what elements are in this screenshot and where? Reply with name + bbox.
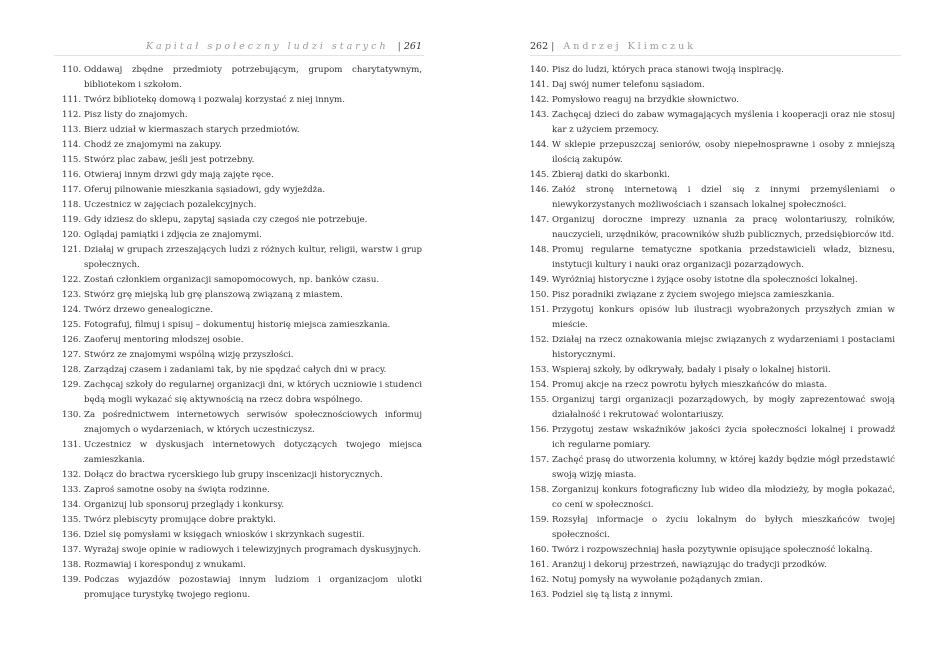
list-item-number: 149.	[530, 275, 550, 285]
list-item	[530, 273, 895, 288]
list-item-number: 138.	[62, 560, 82, 570]
list-item-text: Oferuj pilnowanie mieszkania sąsiadowi, gdy wyjeżdża.	[84, 185, 326, 195]
list-item-text: Wyrażaj swoje opinie w radiowych i telewizyjnych programach dyskusyjnych.	[84, 545, 422, 555]
list-item-number: 133.	[62, 485, 82, 495]
list-item	[530, 333, 895, 363]
list-item-number: 118.	[62, 200, 82, 210]
list-item-number: 125.	[62, 320, 82, 330]
list-item	[62, 93, 422, 108]
list-item-text: Organizuj targi organizacji pozarządowych, by mogły zaprezentować swoją działalność i rekrutować wolontariuszy.	[552, 395, 895, 420]
list-item	[62, 333, 422, 348]
list-item-text: Zaproś samotne osoby na święta rodzinne.	[84, 485, 270, 495]
list-item-text: Zachęcaj dzieci do zabaw wymagających myślenia i kooperacji oraz nie stosuj kar z użyciem przemocy.	[552, 110, 895, 135]
list-item-number: 161.	[530, 560, 550, 570]
list-item-number: 140.	[530, 65, 550, 75]
list-item	[530, 108, 895, 138]
list-item	[62, 483, 422, 498]
list-item-text: Pomysłowo reaguj na brzydkie słownictwo.	[552, 95, 740, 105]
list-item-text: Zorganizuj konkurs fotograficzny lub wideo dla młodzieży, by mogła pokazać, co ceni w społeczności.	[552, 485, 895, 510]
list-item-number: 124.	[62, 305, 82, 315]
list-item-number: 114.	[62, 140, 82, 150]
list-item	[62, 198, 422, 213]
list-item	[62, 438, 422, 468]
list-item-number: 159.	[530, 515, 550, 525]
list-item-text: Bierz udział w kiermaszach starych przedmiotów.	[84, 125, 300, 135]
list-item-number: 132.	[62, 470, 82, 480]
left-running-header	[146, 41, 422, 52]
list-item-number: 141.	[530, 80, 550, 90]
list-item-number: 146.	[530, 185, 550, 195]
right-header-rule	[530, 55, 901, 56]
list-item-text: Podczas wyjazdów pozostawiaj innym ludziom i organizacjom ulotki promujące turystykę twojego regionu.	[84, 575, 422, 600]
list-item-number: 110.	[62, 65, 82, 75]
list-item-number: 151.	[530, 305, 550, 315]
list-item-number: 144.	[530, 140, 550, 150]
list-item	[62, 498, 422, 513]
list-item-text: Rozsyłaj informacje o życiu lokalnym do byłych mieszkańców twojej społeczności.	[552, 515, 895, 540]
list-item-text: Dziel się pomysłami w księgach wniosków i skrzynkach sugestii.	[84, 530, 365, 540]
list-item-number: 131.	[62, 440, 82, 450]
list-item-text: Wyróżniaj historyczne i żyjące osoby istotne dla społeczności lokalnej.	[552, 275, 858, 285]
list-item	[62, 528, 422, 543]
list-item	[62, 288, 422, 303]
list-item-number: 153.	[530, 365, 550, 375]
list-item	[530, 243, 895, 273]
list-item	[62, 228, 422, 243]
list-item	[530, 303, 895, 333]
list-item-number: 116.	[62, 170, 82, 180]
left-header-rule	[54, 55, 424, 56]
list-item-text: Twórz plebiscyty promujące dobre praktyki.	[84, 515, 276, 525]
list-item-number: 117.	[62, 185, 82, 195]
list-item-text: Twórz bibliotekę domową i pozwalaj korzystać z niej innym.	[84, 95, 345, 105]
list-item-text: Gdy idziesz do sklepu, zapytaj sąsiada czy czegoś nie potrzebuje.	[84, 215, 368, 225]
list-item	[62, 348, 422, 363]
list-item	[62, 543, 422, 558]
list-item	[62, 573, 422, 603]
list-item-text: Rozmawiaj i koresponduj z wnukami.	[84, 560, 246, 570]
list-item-text: Promuj akcje na rzecz powrotu byłych mieszkańców do miasta.	[552, 380, 828, 390]
list-item	[530, 63, 895, 78]
list-item-number: 147.	[530, 215, 550, 225]
list-item-text: Uczestnicz w zajęciach pozalekcyjnych.	[84, 200, 257, 210]
list-item-text: Oddawaj zbędne przedmioty potrzebującym, grupom charytatywnym, bibliotekom i szkołom.	[84, 65, 422, 90]
list-item-text: Zbieraj datki do skarbonki.	[552, 170, 670, 180]
list-item	[62, 558, 422, 573]
list-item-text: Przygotuj zestaw wskaźników jakości życia społeczności lokalnej i prowadź ich regularne pomiary.	[552, 425, 895, 450]
list-item-number: 122.	[62, 275, 82, 285]
list-item-text: Oglądaj pamiątki i zdjęcia ze znajomymi.	[84, 230, 262, 240]
list-item	[530, 213, 895, 243]
list-item	[62, 138, 422, 153]
list-item-text: Promuj regularne tematyczne spotkania przedstawicieli władz, biznesu, instytucji kultury i nauki oraz organizacji pozarządowych.	[552, 245, 895, 270]
list-item-text: Podziel się tą listą z innymi.	[552, 590, 674, 600]
list-item-number: 162.	[530, 575, 550, 585]
list-item	[62, 123, 422, 138]
list-item-number: 119.	[62, 215, 82, 225]
list-item-text: Stwórz ze znajomymi wspólną wizję przyszłości.	[84, 350, 294, 360]
list-item	[530, 483, 895, 513]
list-item-number: 130.	[62, 410, 82, 420]
list-item-text: Notuj pomysły na wywołanie pożądanych zmian.	[552, 575, 763, 585]
list-item-text: Stwórz grę miejską lub grę planszową związaną z miastem.	[84, 290, 343, 300]
list-item-number: 160.	[530, 545, 550, 555]
left-header-separator: |	[397, 41, 401, 52]
list-item-text: Otwieraj innym drzwi gdy mają zajęte ręce.	[84, 170, 274, 180]
left-header-title: Kapitał społeczny ludzi starych	[145, 41, 389, 52]
list-item-text: Organizuj doroczne imprezy uznania za pracę wolontariuszy, rolników, nauczycieli, urzędników, pracowników służb publicznych, przedsiębiorców itd.	[552, 215, 895, 240]
list-item-text: Załóż stronę internetową i dziel się z innymi przemyśleniami o niewykorzystanych możliwościach i szansach lokalnej społeczności.	[552, 185, 895, 210]
list-item-text: Zachęcaj szkoły do regularnej organizacji dni, w których uczniowie i studenci będą mogli wykazać się aktywnością na rzecz dobra wspólnego.	[84, 380, 423, 405]
list-item-number: 163.	[530, 590, 550, 600]
list-item	[530, 543, 895, 558]
list-item-number: 142.	[530, 95, 550, 105]
list-item	[530, 423, 895, 453]
list-item-text: Zarządzaj czasem i zadaniami tak, by nie spędzać całych dni w pracy.	[84, 365, 387, 375]
right-item-list	[530, 63, 895, 603]
list-item	[62, 303, 422, 318]
list-item-text: Dołącz do bractwa rycerskiego lub grupy inscenizacji historycznych.	[84, 470, 383, 480]
list-item-text: Zachęć prasę do utworzenia kolumny, w której każdy będzie mógł przedstawić swoją wizję miasta.	[552, 455, 895, 480]
list-item	[62, 168, 422, 183]
list-item-number: 123.	[62, 290, 82, 300]
list-item-number: 155.	[530, 395, 550, 405]
left-item-list	[62, 63, 422, 603]
left-page-number: 261	[403, 41, 422, 52]
list-item	[530, 513, 895, 543]
list-item-number: 152.	[530, 335, 550, 345]
list-item-number: 145.	[530, 170, 550, 180]
list-item	[530, 558, 895, 573]
list-item-text: Twórz i rozpowszechniaj hasła pozytywnie opisujące społeczność lokalną.	[552, 545, 873, 555]
list-item-text: Pisz do ludzi, których praca stanowi twoją inspirację.	[552, 65, 784, 75]
list-item-number: 134.	[62, 500, 82, 510]
list-item	[62, 243, 422, 273]
list-item-text: Organizuj lub sponsoruj przeglądy i konkursy.	[84, 500, 285, 510]
list-item	[62, 363, 422, 378]
list-item-text: Daj swój numer telefonu sąsiadom.	[552, 80, 705, 90]
right-header-separator: |	[551, 41, 555, 52]
list-item-number: 127.	[62, 350, 82, 360]
list-item-text: Zaoferuj mentoring młodszej osobie.	[84, 335, 244, 345]
list-item-number: 143.	[530, 110, 550, 120]
list-item	[62, 63, 422, 93]
list-item-number: 158.	[530, 485, 550, 495]
list-item-text: Pisz listy do znajomych.	[84, 110, 188, 120]
list-item-text: Fotografuj, filmuj i spisuj – dokumentuj historię miejsca zamieszkania.	[84, 320, 391, 330]
list-item-text: W sklepie przepuszczaj seniorów, osoby niepełnosprawne i osoby z mniejszą ilością zakupów.	[552, 140, 895, 165]
list-item	[530, 183, 895, 213]
list-item-text: Działaj w grupach zrzeszających ludzi z różnych kultur, religii, warstw i grup społecznych.	[84, 245, 422, 270]
list-item-text: Wspieraj szkoły, by odkrywały, badały i pisały o lokalnej historii.	[552, 365, 831, 375]
list-item	[530, 573, 895, 588]
list-item	[530, 138, 895, 168]
list-item-text: Stwórz plac zabaw, jeśli jest potrzebny.	[84, 155, 255, 165]
list-item-text: Uczestnicz w dyskusjach internetowych dotyczących twojego miejsca zamieszkania.	[84, 440, 422, 465]
list-item	[530, 393, 895, 423]
list-item-text: Chodź ze znajomymi na zakupy.	[84, 140, 222, 150]
list-item	[62, 378, 422, 408]
list-item	[530, 453, 895, 483]
list-item-number: 150.	[530, 290, 550, 300]
list-item-number: 121.	[62, 245, 82, 255]
list-item-number: 129.	[62, 380, 82, 390]
list-item	[530, 93, 895, 108]
list-item-number: 154.	[530, 380, 550, 390]
list-item	[62, 513, 422, 528]
list-item-text: Zostań członkiem organizacji samopomocowych, np. banków czasu.	[84, 275, 380, 285]
list-item-number: 120.	[62, 230, 82, 240]
right-page-number: 262	[530, 41, 549, 52]
list-item	[530, 363, 895, 378]
list-item-number: 135.	[62, 515, 82, 525]
list-item-text: Pisz poradniki związane z życiem swojego miejsca zamieszkania.	[552, 290, 835, 300]
list-item-number: 128.	[62, 365, 82, 375]
list-item-number: 126.	[62, 335, 82, 345]
list-item	[62, 273, 422, 288]
list-item-text: Twórz drzewo genealogiczne.	[84, 305, 214, 315]
list-item-number: 115.	[62, 155, 82, 165]
list-item-number: 137.	[62, 545, 82, 555]
list-item	[62, 408, 422, 438]
list-item-text: Przygotuj konkurs opisów lub ilustracji wyobrażonych przyszłych zmian w mieście.	[552, 305, 895, 330]
list-item-number: 113.	[62, 125, 82, 135]
list-item-number: 139.	[62, 575, 82, 585]
list-item	[530, 168, 895, 183]
list-item-text: Aranżuj i dekoruj przestrzeń, nawiązując do tradycji przodków.	[552, 560, 827, 570]
list-item-text: Za pośrednictwem internetowych serwisów społecznościowych informuj znajomych o wydarzeniach, w których uczestniczysz.	[84, 410, 422, 435]
list-item	[62, 183, 422, 198]
list-item	[62, 318, 422, 333]
list-item	[62, 108, 422, 123]
list-item	[530, 378, 895, 393]
list-item	[62, 468, 422, 483]
list-item-number: 136.	[62, 530, 82, 540]
right-header-author: Andrzej Klimczuk	[563, 41, 696, 52]
list-item-text: Działaj na rzecz oznakowania miejsc związanych z wydarzeniami i postaciami historycznymi.	[552, 335, 895, 360]
list-item	[530, 588, 895, 603]
list-item	[530, 78, 895, 93]
list-item	[530, 288, 895, 303]
right-running-header	[530, 41, 696, 52]
list-item-number: 111.	[62, 95, 82, 105]
list-item-number: 156.	[530, 425, 550, 435]
list-item-number: 157.	[530, 455, 550, 465]
list-item	[62, 153, 422, 168]
list-item-number: 112.	[62, 110, 82, 120]
list-item-number: 148.	[530, 245, 550, 255]
list-item	[62, 213, 422, 228]
